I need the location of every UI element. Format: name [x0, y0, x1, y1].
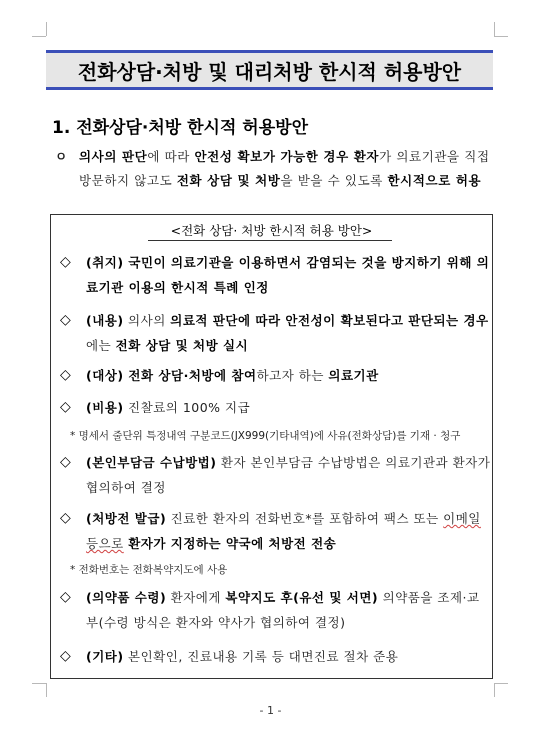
- phone-note: * 전화번호는 전화복약지도에 사용: [70, 564, 228, 576]
- list-item-cost: ◇ (비용) 진찰료의 100% 지급: [60, 395, 492, 420]
- list-item-content: ◇ (내용) 의사의 의료적 판단에 따라 안전성이 확보된다고 판단되는 경우에는 전화 상담 및 처방 실시: [60, 308, 492, 358]
- list-item-copay: ◇ (본인부담금 수납방법) 환자 본인부담금 수납방법은 의료기관과 환자가 협의하여 결정: [60, 450, 492, 500]
- diamond-bullet-icon: ◇: [60, 399, 71, 415]
- crop-mark: [494, 683, 495, 697]
- crop-mark: [46, 22, 47, 36]
- page-number: - 1 -: [259, 704, 282, 717]
- crop-mark: [32, 683, 46, 684]
- diamond-bullet-icon: ◇: [60, 648, 71, 664]
- crop-mark: [32, 36, 46, 37]
- diamond-bullet-icon: ◇: [60, 312, 71, 328]
- document-title: 전화상담·처방 및 대리처방 한시적 허용방안: [46, 50, 493, 90]
- box-title-underline: [148, 240, 392, 241]
- box-title: <전화 상담· 처방 한시적 허용 방안>: [170, 223, 373, 238]
- crop-mark: [494, 36, 508, 37]
- list-item-prescription: ◇ (처방전 발급) 진료한 환자의 전화번호*를 포함하여 팩스 또는 이메일등으로 환자가 지정하는 약국에 처방전 전송: [60, 506, 492, 556]
- intro-paragraph: [52, 145, 498, 193]
- diamond-bullet-icon: ◇: [60, 254, 71, 270]
- list-item-etc: ◇ (기타) 본인확인, 진료내용 기록 등 대면진료 절차 준용: [60, 644, 492, 669]
- diamond-bullet-icon: ◇: [60, 510, 71, 526]
- crop-mark: [46, 683, 47, 697]
- diamond-bullet-icon: ◇: [60, 454, 71, 470]
- section-heading: 1. 전화상담·처방 한시적 허용방안: [52, 118, 308, 138]
- crop-mark: [494, 683, 508, 684]
- list-item-target: ◇ (대상) 전화 상담·처방에 참여하고자 하는 의료기관: [60, 363, 492, 388]
- list-item-purpose: ◇ (취지) 국민이 의료기관을 이용하면서 감염되는 것을 방지하기 위해 의료기관 이용의 한시적 특례 인정: [60, 250, 492, 300]
- crop-mark: [494, 22, 495, 36]
- billing-note: * 명세서 줄단위 특정내역 구분코드(JX999(기타내역)에 사유(전화상담)를 기재 · 청구: [70, 430, 461, 442]
- intro-text: 의사의 판단에 따라 안전성 확보가 가능한 경우 환자가 의료기관을 직접 방문하지 않고도 전화 상담 및 처방을 받을 수 있도록 한시적으로 허용: [79, 149, 490, 188]
- diamond-bullet-icon: ◇: [60, 589, 71, 605]
- list-item-medicine: ◇ (의약품 수령) 환자에게 복약지도 후(유선 및 서면) 의약품을 조제·교부(수령 방식은 환자와 약사가 협의하여 결정): [60, 585, 492, 635]
- diamond-bullet-icon: ◇: [60, 367, 71, 383]
- bullet-marker: ㅇ: [55, 149, 68, 164]
